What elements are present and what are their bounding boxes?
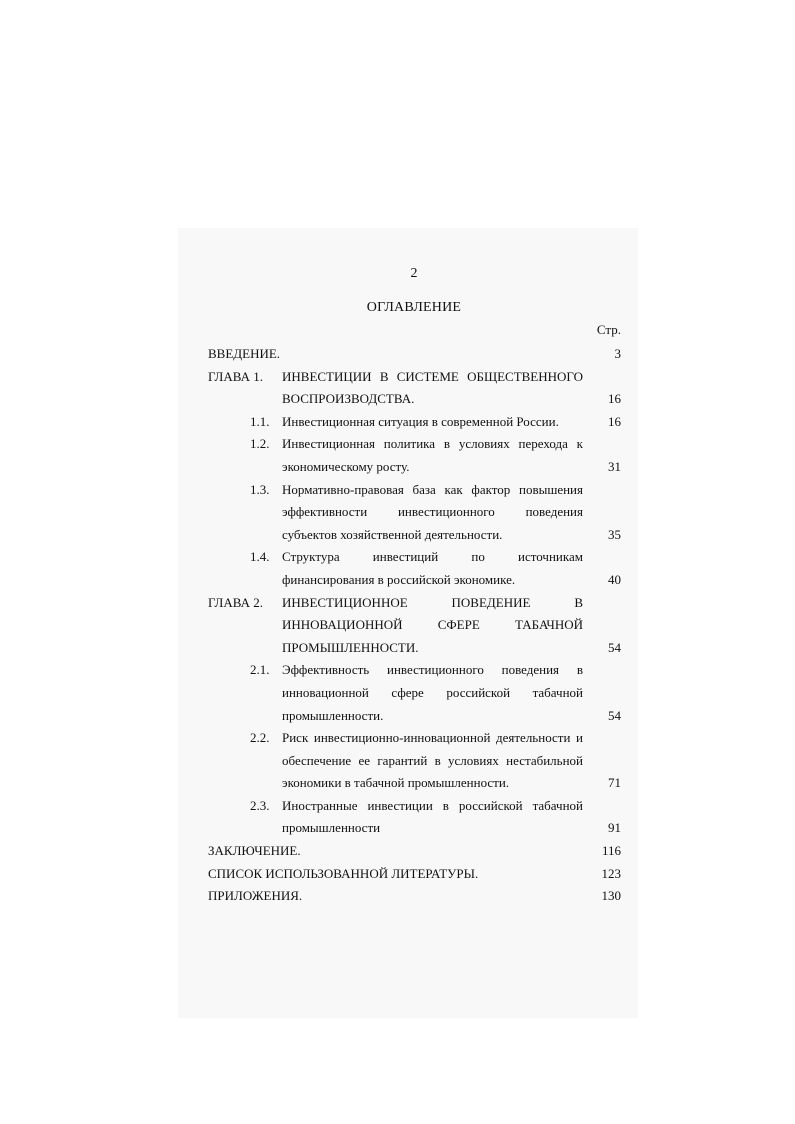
toc-entry-page: 16 (608, 391, 621, 407)
toc-entry-appendices[interactable] (208, 885, 621, 908)
toc-entry-page: 123 (601, 865, 621, 881)
toc-title: ОГЛАВЛЕНИЕ (366, 300, 462, 315)
toc-entry-section-2-3[interactable] (208, 795, 621, 840)
toc-entry-section-2-1[interactable] (208, 659, 621, 727)
toc-entry-text: Эффективность инвестиционного поведения в инновационной сфере российской табачной промышленности. (282, 662, 583, 723)
table-of-contents (208, 343, 621, 908)
toc-entry-page: 3 (614, 346, 621, 361)
toc-entry-page: 35 (608, 526, 621, 542)
toc-entry-text: ПРИЛОЖЕНИЯ. (208, 888, 303, 904)
toc-entry-number: ГЛАВА 1. (208, 368, 263, 384)
toc-entry-text: Риск инвестиционно-инновационной деятельности и обеспечение ее гарантий в условиях нестабильной экономики в табачной промышленности. (282, 730, 583, 791)
page-number: 2 (410, 266, 418, 281)
toc-entry-page: 71 (608, 775, 621, 791)
toc-entry-number: 2.2. (250, 730, 270, 746)
toc-entry-number: ГЛАВА 2. (208, 594, 263, 610)
toc-entry-number: 2.3. (250, 797, 270, 813)
toc-entry-section-1-4[interactable] (208, 546, 621, 591)
toc-entry-page: 54 (608, 707, 621, 723)
toc-entry-text: Иностранные инвестиции в российской табачной промышленности (282, 797, 583, 836)
toc-entry-chapter-2[interactable] (208, 592, 621, 660)
toc-entry-section-2-2[interactable] (208, 727, 621, 795)
toc-entry-page: 116 (601, 843, 621, 859)
toc-entry-number: 2.1. (250, 662, 270, 678)
toc-entry-page: 130 (601, 888, 621, 904)
toc-entry-page: 54 (608, 639, 621, 655)
toc-entry-text: ИНВЕСТИЦИОННОЕ ПОВЕДЕНИЕ В ИННОВАЦИОННОЙ СФЕРЕ ТАБАЧНОЙ ПРОМЫШЛЕННОСТИ. (282, 594, 583, 655)
toc-entry-text: ЗАКЛЮЧЕНИЕ. (208, 843, 301, 859)
toc-entry-number: 1.4. (250, 549, 270, 565)
toc-entry-text: Инвестиционная ситуация в современной России. (282, 413, 559, 429)
toc-entry-number: 1.2. (250, 436, 270, 452)
toc-entry-page: 31 (608, 458, 621, 474)
toc-entry-text: Нормативно-правовая база как фактор повышения эффективности инвестиционного поведения субъектов хозяйственной деятельности. (282, 481, 583, 542)
toc-entry-text: Инвестиционная политика в условиях перехода к экономическому росту. (282, 436, 583, 474)
toc-entry-section-1-1[interactable] (208, 411, 621, 434)
toc-entry-text: ВВЕДЕНИЕ. (208, 346, 281, 361)
toc-entry-page: 16 (608, 413, 621, 429)
toc-entry-bibliography[interactable] (208, 863, 621, 886)
toc-entry-introduction[interactable] (208, 343, 621, 366)
toc-entry-section-1-3[interactable] (208, 479, 621, 547)
toc-entry-text: ИНВЕСТИЦИИ В СИСТЕМЕ ОБЩЕСТВЕННОГО ВОСПРОИЗВОДСТВА. (282, 368, 583, 407)
toc-entry-text: СПИСОК ИСПОЛЬЗОВАННОЙ ЛИТЕРАТУРЫ. (208, 865, 479, 881)
toc-entry-conclusion[interactable] (208, 840, 621, 863)
toc-entry-page: 91 (608, 820, 621, 836)
toc-entry-text: Структура инвестиций по источникам финансирования в российской экономике. (282, 549, 583, 587)
toc-entry-number: 1.3. (250, 481, 270, 497)
toc-entry-page: 40 (608, 571, 621, 587)
toc-entry-number: 1.1. (250, 413, 270, 429)
toc-entry-section-1-2[interactable] (208, 433, 621, 478)
page-column-label: Стр. (596, 322, 621, 337)
toc-entry-chapter-1[interactable] (208, 366, 621, 411)
